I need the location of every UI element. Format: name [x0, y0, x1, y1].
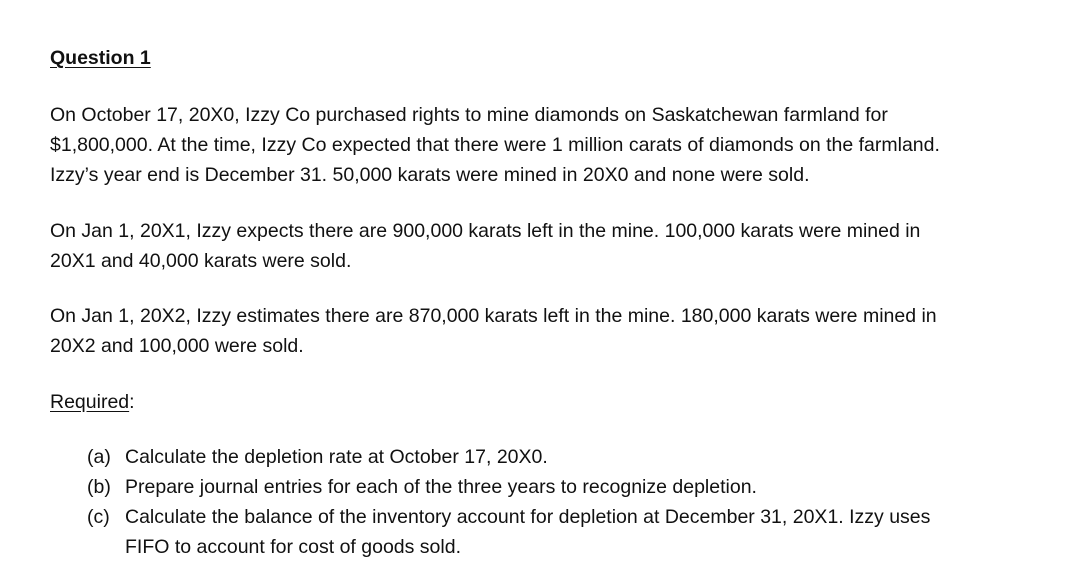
- list-item-b: [87, 472, 1007, 502]
- list-marker: (c): [87, 506, 110, 528]
- paragraph-line: On Jan 1, 20X1, Izzy expects there are 900,000 karats left in the mine. 100,000 karats were mined in: [50, 220, 921, 242]
- list-item-text: Calculate the depletion rate at October 17, 20X0.: [125, 446, 548, 468]
- list-item-a: [87, 442, 1007, 472]
- paragraph-line: On October 17, 20X0, Izzy Co purchased rights to mine diamonds on Saskatchewan farmland for: [50, 104, 888, 126]
- list-marker: (a): [87, 446, 111, 468]
- required-text: Required: [50, 391, 130, 413]
- list-marker: (b): [87, 476, 111, 498]
- paragraph-20x1: [50, 216, 1035, 276]
- paragraph-line: $1,800,000. At the time, Izzy Co expected that there were 1 million carats of diamonds on the farmland.: [50, 134, 940, 156]
- paragraph-line: Izzy’s year end is December 31. 50,000 karats were mined in 20X0 and none were sold.: [50, 164, 810, 186]
- paragraph-purchase: [50, 100, 1035, 190]
- list-item-c: [87, 502, 1007, 562]
- paragraph-line: 20X1 and 40,000 karats were sold.: [50, 250, 352, 272]
- required-colon: :: [129, 391, 135, 413]
- paragraph-20x2: [50, 301, 1035, 361]
- list-item-text: FIFO to account for cost of goods sold.: [125, 536, 461, 558]
- paragraph-line: On Jan 1, 20X2, Izzy estimates there are 870,000 karats left in the mine. 180,000 karats were mined in: [50, 305, 937, 327]
- list-item-text: Prepare journal entries for each of the three years to recognize depletion.: [125, 476, 757, 498]
- list-item-text: Calculate the balance of the inventory account for depletion at December 31, 20X1. Izzy uses: [125, 506, 931, 528]
- required-label: [50, 387, 135, 417]
- paragraph-line: 20X2 and 100,000 were sold.: [50, 335, 304, 357]
- required-items-list: [87, 442, 1007, 562]
- question-heading: Question 1: [50, 47, 151, 69]
